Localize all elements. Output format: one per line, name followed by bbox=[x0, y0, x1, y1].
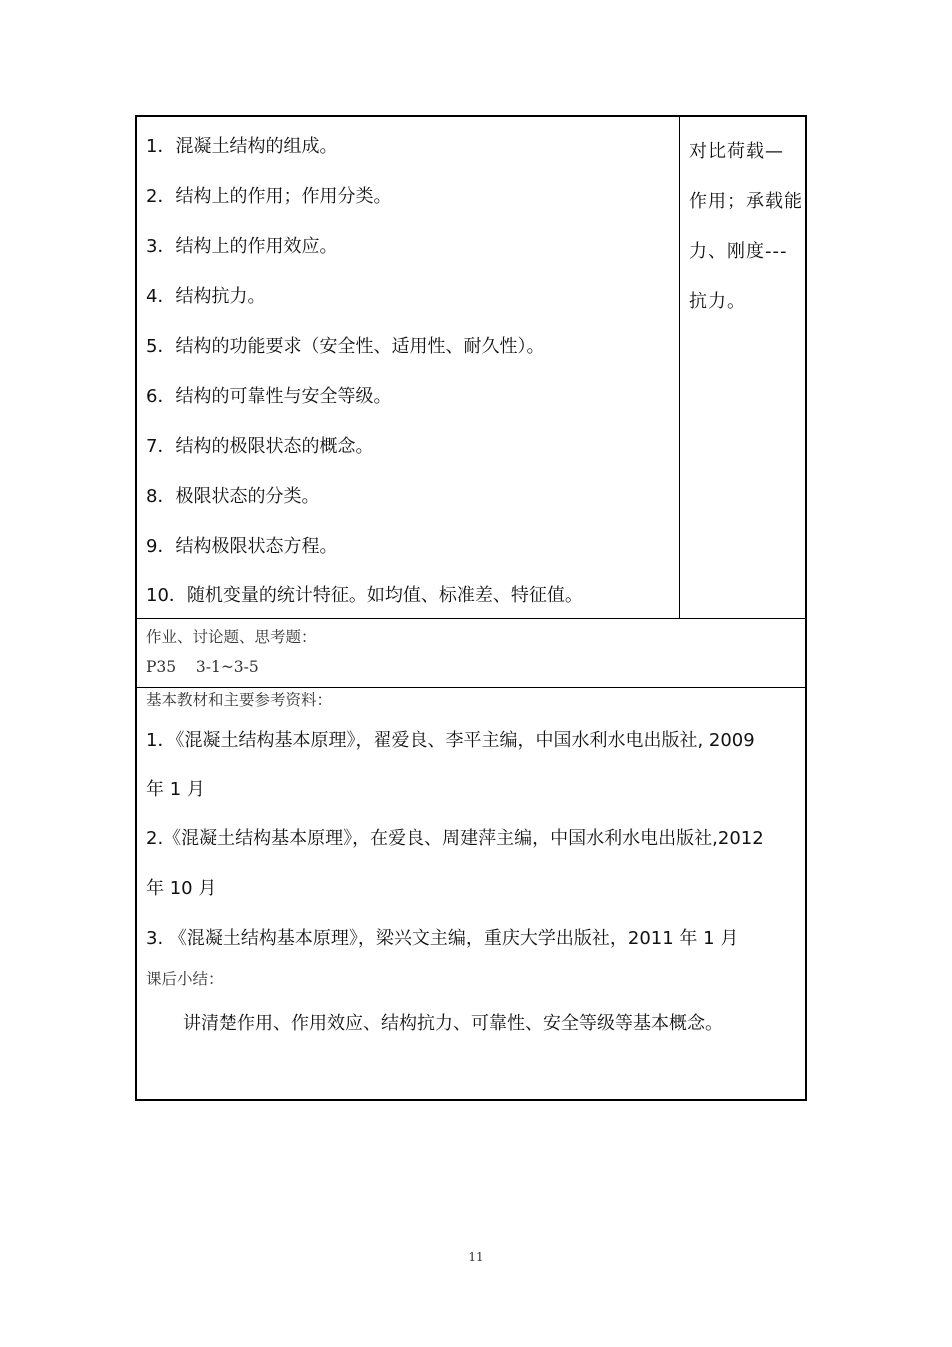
homework-row bbox=[137, 619, 805, 688]
topic-item: 10．随机变量的统计特征。如均值、标准差、特征值。 bbox=[146, 585, 583, 606]
topic-item: 2．结构上的作用；作用分类。 bbox=[146, 186, 392, 207]
reference-line: 2.《混凝土结构基本原理》，在爱良、周建萍主编，中国水利水电出版社,2012 bbox=[146, 828, 764, 849]
topic-item: 4．结构抗力。 bbox=[146, 286, 266, 307]
topic-item: 6．结构的可靠性与安全等级。 bbox=[146, 386, 392, 407]
reference-line: 年 1 月 bbox=[146, 779, 205, 800]
topic-item: 1．混凝土结构的组成。 bbox=[146, 136, 338, 157]
summary-label: 课后小结： bbox=[146, 970, 224, 988]
reference-line: 年 10 月 bbox=[146, 878, 217, 899]
homework-content: P35 3-1~3-5 bbox=[146, 658, 259, 676]
references-row bbox=[137, 688, 805, 1099]
page-number: 11 bbox=[468, 1250, 484, 1264]
topics-cell bbox=[137, 117, 680, 618]
reference-line: 3. 《混凝土结构基本原理》，梁兴文主编，重庆大学出版社，2011 年 1 月 bbox=[146, 928, 739, 949]
topic-item: 3．结构上的作用效应。 bbox=[146, 236, 338, 257]
homework-label: 作业、讨论题、思考题： bbox=[146, 628, 317, 646]
topic-item: 7．结构的极限状态的概念。 bbox=[146, 436, 374, 457]
topic-item: 5．结构的功能要求（安全性、适用性、耐久性）。 bbox=[146, 336, 545, 357]
lesson-table bbox=[135, 115, 807, 1101]
topic-item: 8．极限状态的分类。 bbox=[146, 486, 320, 507]
reference-line: 1．《混凝土结构基本原理》，翟爱良、李平主编，中国水利水电出版社, 2009 bbox=[146, 730, 755, 751]
note-line: 力、刚度--- bbox=[689, 241, 788, 262]
note-line: 抗力。 bbox=[689, 291, 746, 312]
content-row bbox=[137, 117, 805, 619]
notes-cell bbox=[680, 117, 805, 618]
note-line: 对比荷载— bbox=[689, 141, 784, 162]
topic-item: 9．结构极限状态方程。 bbox=[146, 536, 338, 557]
summary-content: 讲清楚作用、作用效应、结构抗力、可靠性、安全等级等基本概念。 bbox=[183, 1013, 723, 1034]
references-label: 基本教材和主要参考资料： bbox=[146, 691, 333, 709]
note-line: 作用；承载能 bbox=[689, 191, 803, 212]
